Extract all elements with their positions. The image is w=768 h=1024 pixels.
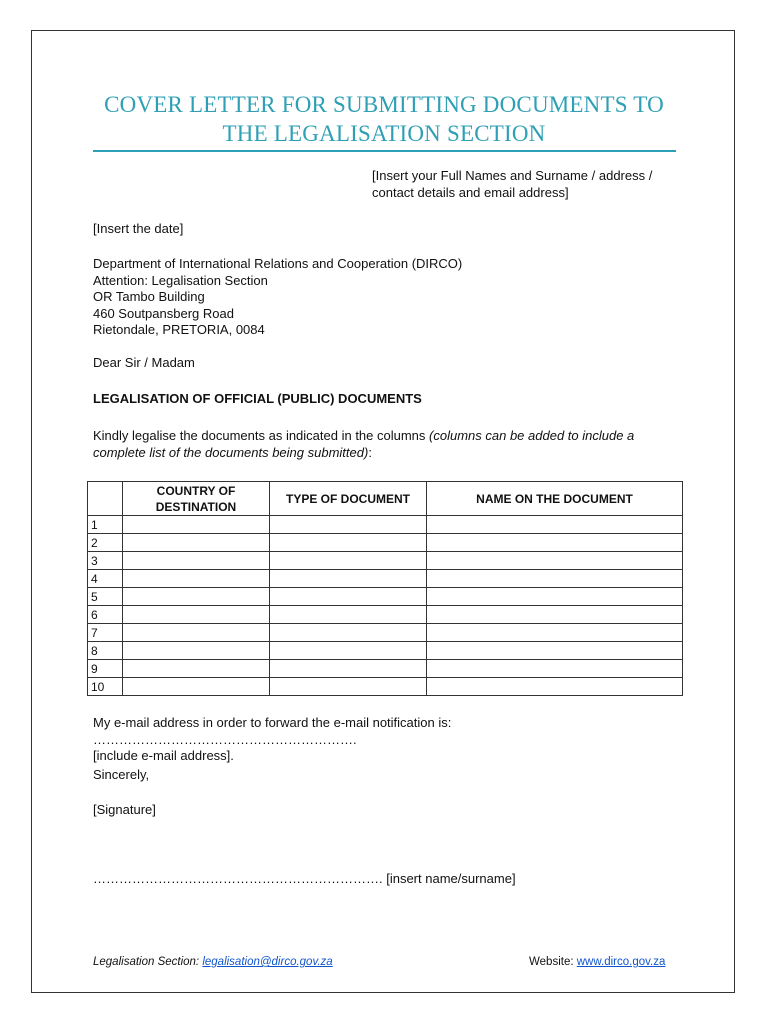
country-cell[interactable]	[123, 660, 270, 678]
subject-heading: LEGALISATION OF OFFICIAL (PUBLIC) DOCUMENTS	[93, 391, 422, 406]
name-cell[interactable]	[427, 588, 683, 606]
row-number: 9	[88, 660, 123, 678]
name-cell[interactable]	[427, 642, 683, 660]
type-cell[interactable]	[270, 606, 427, 624]
recipient-address	[93, 256, 462, 339]
type-cell[interactable]	[270, 678, 427, 696]
name-cell[interactable]	[427, 678, 683, 696]
type-cell[interactable]	[270, 642, 427, 660]
document-title	[94, 90, 674, 148]
country-cell[interactable]	[123, 516, 270, 534]
country-cell[interactable]	[123, 642, 270, 660]
sender-line-1: [Insert your Full Names and Surname / address /	[372, 168, 653, 183]
type-cell[interactable]	[270, 660, 427, 678]
title-underline	[93, 150, 676, 152]
sender-details	[372, 168, 672, 201]
footer-website-link[interactable]: www.dirco.gov.za	[576, 956, 666, 968]
country-cell[interactable]	[123, 678, 270, 696]
recipient-line-5: Rietondale, PRETORIA, 0084	[93, 322, 265, 337]
header-number	[88, 482, 123, 516]
document-page	[31, 30, 735, 993]
title-line-1: COVER LETTER FOR SUBMITTING DOCUMENTS TO	[104, 92, 664, 117]
country-cell[interactable]	[123, 588, 270, 606]
table-row	[88, 624, 683, 642]
country-cell[interactable]	[123, 534, 270, 552]
intro-paragraph	[93, 428, 673, 461]
row-number: 3	[88, 552, 123, 570]
type-cell[interactable]	[270, 570, 427, 588]
header-country-line-1: COUNTRY OF	[156, 483, 236, 498]
table-header-row	[88, 482, 683, 516]
type-cell[interactable]	[270, 534, 427, 552]
sender-line-2: contact details and email address]	[372, 184, 569, 200]
table-row	[88, 570, 683, 588]
header-type: TYPE OF DOCUMENT	[270, 482, 427, 516]
header-country	[123, 482, 270, 516]
recipient-line-3: OR Tambo Building	[93, 289, 205, 304]
table-row	[88, 660, 683, 678]
table-row	[88, 516, 683, 534]
name-cell[interactable]	[427, 534, 683, 552]
type-cell[interactable]	[270, 624, 427, 642]
table-row	[88, 606, 683, 624]
type-cell[interactable]	[270, 588, 427, 606]
recipient-line-2: Attention: Legalisation Section	[93, 272, 268, 288]
table-row	[88, 552, 683, 570]
row-number: 2	[88, 534, 123, 552]
row-number: 5	[88, 588, 123, 606]
country-cell[interactable]	[123, 570, 270, 588]
recipient-line-1: Department of International Relations and Cooperation (DIRCO)	[93, 256, 463, 271]
recipient-line-4: 460 Soutpansberg Road	[93, 305, 234, 321]
table-row	[88, 534, 683, 552]
table-row	[88, 588, 683, 606]
title-line-2: THE LEGALISATION SECTION	[222, 121, 546, 146]
name-cell[interactable]	[427, 516, 683, 534]
name-line: …………………………………………………………. [insert name/surname]	[93, 871, 516, 886]
country-cell[interactable]	[123, 606, 270, 624]
footer-right	[529, 956, 665, 968]
type-cell[interactable]	[270, 516, 427, 534]
name-cell[interactable]	[427, 552, 683, 570]
row-number: 6	[88, 606, 123, 624]
row-number: 1	[88, 516, 123, 534]
type-cell[interactable]	[270, 552, 427, 570]
header-name: NAME ON THE DOCUMENT	[427, 482, 683, 516]
name-cell[interactable]	[427, 624, 683, 642]
salutation: Dear Sir / Madam	[93, 355, 195, 370]
intro-italic-note: (columns can be added to include a complete list of the documents being submitted)	[93, 428, 635, 460]
footer-right-label: Website:	[529, 956, 577, 968]
table-row	[88, 678, 683, 696]
email-paragraph	[93, 715, 693, 765]
row-number: 8	[88, 642, 123, 660]
header-country-line-2: DESTINATION	[155, 499, 237, 514]
row-number: 10	[88, 678, 123, 696]
signature-placeholder: [Signature]	[93, 802, 156, 817]
email-line-2: [include e-mail address].	[93, 748, 234, 763]
footer-left-label: Legalisation Section:	[93, 956, 203, 968]
country-cell[interactable]	[123, 552, 270, 570]
intro-text: Kindly legalise the documents as indicated in the columns	[93, 428, 430, 443]
table-row	[88, 642, 683, 660]
footer-email-link[interactable]: legalisation@dirco.gov.za	[202, 956, 333, 968]
name-cell[interactable]	[427, 570, 683, 588]
name-cell[interactable]	[427, 660, 683, 678]
row-number: 7	[88, 624, 123, 642]
documents-table	[87, 481, 683, 696]
footer-left	[93, 956, 333, 968]
intro-end: :	[368, 444, 372, 460]
row-number: 4	[88, 570, 123, 588]
country-cell[interactable]	[123, 624, 270, 642]
date-placeholder: [Insert the date]	[93, 221, 184, 236]
closing: Sincerely,	[93, 767, 150, 782]
email-line-1: My e-mail address in order to forward the e-mail notification is: …………………………………………………….	[93, 715, 452, 747]
name-cell[interactable]	[427, 606, 683, 624]
